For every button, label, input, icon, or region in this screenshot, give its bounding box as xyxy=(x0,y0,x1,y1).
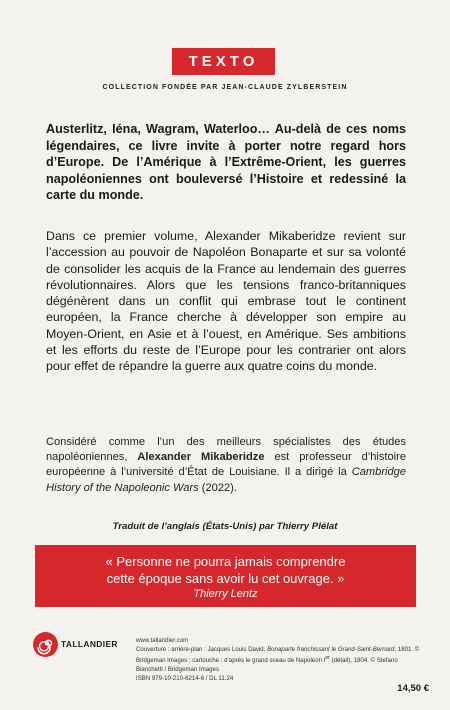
author-bio xyxy=(46,435,406,496)
author-name: Alexander Mikaberidze xyxy=(137,451,265,464)
cover-credits: Couverture : arrière-plan : Jacques Louis David, Bonaparte franchissant le Grand-Saint-Bernard, 1801. © Bridgeman Images ; cartouche : d’après le grand sceau de Napoléon Ier (détail), 1804. © Stefano Bianchetti / Bridgeman Images xyxy=(136,646,420,674)
bio-text-1: Considéré comme l’un des meilleurs spécialistes des études napoléoniennes, xyxy=(46,436,406,464)
series-badge: TEXTO xyxy=(172,48,275,75)
publisher-name: TALLANDIER xyxy=(61,639,118,649)
price-label: 14,50 € xyxy=(397,683,429,694)
quote-author: Thierry Lentz xyxy=(193,587,258,600)
spiral-logo-icon xyxy=(33,632,58,657)
quote-banner xyxy=(35,545,416,607)
cover-painting-title: Bonaparte franchissant le Grand-Saint-Bernard xyxy=(267,646,395,653)
bio-text-2: est professeur d’histoire européenne à l’université d’État de Louisiane. Il a dirigé la xyxy=(46,451,406,479)
bio-text-3: (2022). xyxy=(198,481,237,494)
quote-line-2: cette époque sans avoir lu cet ouvrage. » xyxy=(106,570,345,586)
publisher-website[interactable]: www.tallandier.com xyxy=(136,637,189,644)
publisher-logo xyxy=(33,632,117,662)
translation-credit: Traduit de l’anglais (États-Unis) par Thierry Plélat xyxy=(112,521,338,532)
collection-line: COLLECTION FONDÉE PAR JEAN-CLAUDE ZYLBERSTEIN xyxy=(102,84,348,91)
summary-paragraph: Dans ce premier volume, Alexander Mikaberidze revient sur l’accession au pouvoir de Napoléon Bonaparte et sur sa volonté de consolider les acquis de la France au lendemain des guerres révolutionnaires. Alors que les tensions franco-britanniques dégénèrent dans un conflit qui embrase tout le continent européen, la France cherche à développer son empire au Moyen-Orient, en Asie et à l’ouest, en Amérique. Ses ambitions et les efforts du reste de l’Europe pour les contrarier ont alors pour effet de répandre la guerre aux quatre coins du monde. xyxy=(46,229,406,374)
edited-work-title: Cambridge History of the Napoleonic Wars xyxy=(46,466,406,494)
intro-paragraph: Austerlitz, Iéna, Wagram, Waterloo… Au-delà de ces noms légendaires, ce livre invite à porter notre regard hors d’Europe. De l’Amérique à l’Extrême-Orient, les guerres napoléoniennes ont bouleversé l’Histoire et redessiné la carte du monde. xyxy=(46,122,406,203)
credits-block xyxy=(136,636,422,683)
isbn-line: ISBN 979-10-210-6214-6 / DL 11.24 xyxy=(136,675,234,683)
quote-line-1: « Personne ne pourra jamais comprendre xyxy=(105,553,346,569)
